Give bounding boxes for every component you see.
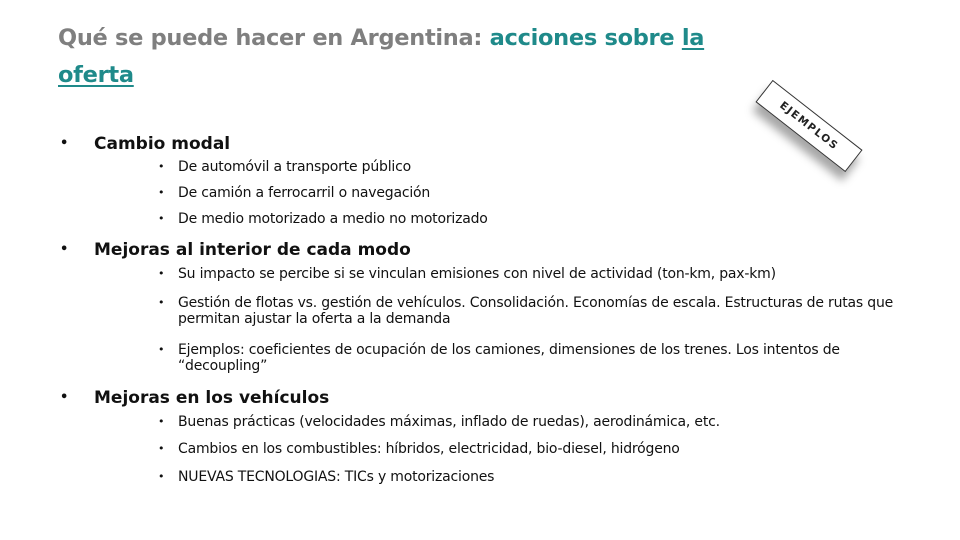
bullet: • bbox=[158, 296, 165, 309]
list-item-text: NUEVAS TECNOLOGIAS: TICs y motorizaciones bbox=[178, 469, 495, 485]
bullet: • bbox=[60, 136, 69, 151]
section-heading-text: Mejoras al interior de cada modo bbox=[94, 240, 411, 260]
bullet: • bbox=[158, 415, 165, 428]
title-link[interactable]: la oferta bbox=[58, 25, 705, 88]
bullet: • bbox=[158, 267, 165, 280]
section-heading-text: Cambio modal bbox=[94, 134, 231, 154]
bullet: • bbox=[158, 470, 165, 483]
list-item-text: De camión a ferrocarril o navegación bbox=[178, 185, 431, 201]
list-item-text: De medio motorizado a medio no motorizado bbox=[178, 211, 488, 227]
title-part-2: acciones sobre bbox=[489, 25, 682, 51]
list-item-text: Su impacto se percibe si se vinculan emisiones con nivel de actividad (ton-km, pax-km) bbox=[178, 266, 776, 282]
list-item-text: Gestión de flotas vs. gestión de vehículos. Consolidación. Economías de escala. Estructuras de rutas que permitan ajustar la oferta a la demanda bbox=[178, 295, 894, 327]
bullet: • bbox=[158, 160, 165, 173]
bullet: • bbox=[158, 212, 165, 225]
bullet: • bbox=[60, 390, 69, 405]
list-item-text: Buenas prácticas (velocidades máximas, inflado de ruedas), aerodinámica, etc. bbox=[178, 414, 720, 430]
list-item-text: De automóvil a transporte público bbox=[178, 159, 411, 175]
list-item-text: Ejemplos: coeficientes de ocupación de los camiones, dimensiones de los trenes. Los intentos de “decoupling” bbox=[178, 342, 840, 374]
section-heading-text: Mejoras en los vehículos bbox=[94, 388, 330, 408]
bullet: • bbox=[158, 442, 165, 455]
bullet: • bbox=[60, 242, 69, 257]
title-part-1: Qué se puede hacer en Argentina: bbox=[58, 25, 490, 51]
bullet: • bbox=[158, 186, 165, 199]
examples-tag: EJEMPLOS bbox=[755, 80, 862, 172]
list-item-text: Cambios en los combustibles: híbridos, electricidad, bio-diesel, hidrógeno bbox=[178, 441, 680, 457]
bullet: • bbox=[158, 343, 165, 356]
